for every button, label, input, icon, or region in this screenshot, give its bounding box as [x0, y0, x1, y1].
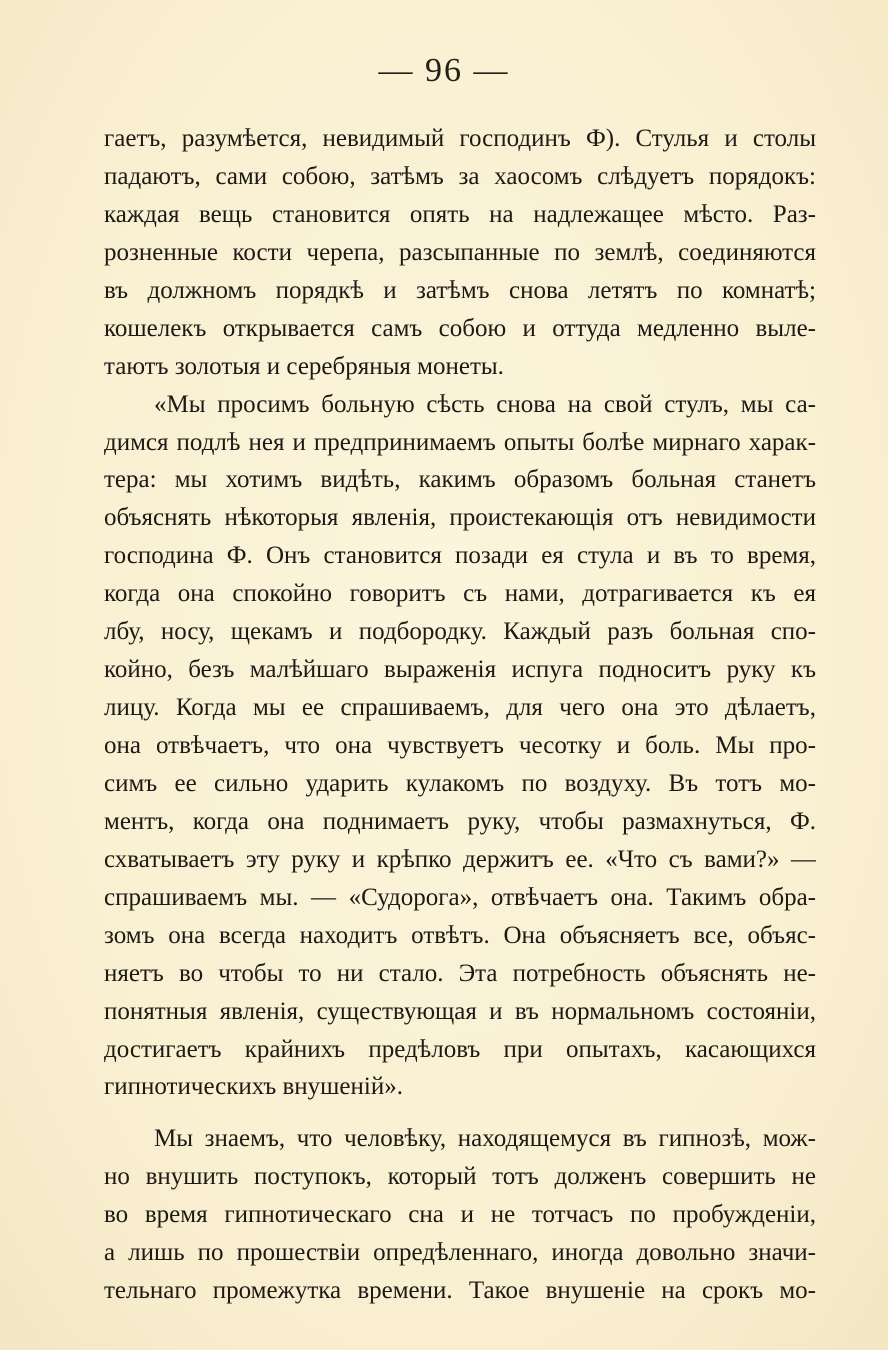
- text-line: «Мы просимъ больную сѣсть снова на свой стулъ, мы са-: [154, 390, 816, 418]
- text-line: зомъ она всегда находитъ отвѣтъ. Она объясняетъ все, объяс-: [104, 921, 816, 949]
- paragraph-1: [104, 120, 816, 386]
- text-line: она отвѣчаетъ, что она чувствуетъ чесотку и боль. Мы про-: [104, 732, 816, 759]
- text-line: схватываетъ эту руку и крѣпко держитъ ее. «Что съ вами?» —: [104, 845, 816, 873]
- text-line: но внушить поступокъ, который тотъ долженъ совершить не: [104, 1163, 816, 1191]
- text-line: во время гипнотическаго сна и не тотчасъ по пробужденіи,: [104, 1201, 816, 1229]
- paragraph-2: [104, 386, 816, 1107]
- page-number: — 96 —: [378, 52, 510, 89]
- text-line: каждая вещь становится опять на надлежащее мѣсто. Раз-: [104, 200, 816, 228]
- text-line: тельнаго промежутка времени. Такое внушеніе на срокъ мо-: [104, 1277, 816, 1305]
- text-line: падаютъ, сами собою, затѣмъ за хаосомъ слѣдуетъ порядокъ:: [104, 162, 816, 190]
- text-line: таютъ золотыя и серебряныя монеты.: [104, 352, 504, 380]
- text-line: гаетъ, разумѣется, невидимый господинъ Ф). Стулья и столы: [104, 125, 816, 152]
- text-line: койно, безъ малѣйшаго выраженія испуга подноситъ руку къ: [104, 656, 816, 684]
- body-text: [104, 120, 816, 1310]
- text-line: симъ ее сильно ударить кулакомъ по воздуху. Въ тотъ мо-: [104, 769, 816, 797]
- text-line: лицу. Когда мы ее спрашиваемъ, для чего она это дѣлаетъ,: [104, 694, 816, 722]
- paragraph-3: [104, 1120, 816, 1310]
- text-line: въ должномъ порядкѣ и затѣмъ снова летятъ по комнатѣ;: [104, 276, 816, 304]
- text-line: достигаетъ крайнихъ предѣловъ при опытахъ, касающихся: [104, 1035, 816, 1063]
- text-line: объяснять нѣкоторыя явленія, проистекающія отъ невидимости: [104, 504, 816, 532]
- paragraph-gap: [104, 1106, 816, 1120]
- text-line: димся подлѣ нея и предпринимаемъ опыты болѣе мирнаго харак-: [104, 428, 816, 456]
- text-line: спрашиваемъ мы. — «Судорога», отвѣчаетъ она. Такимъ обра-: [104, 883, 816, 911]
- text-line: а лишь по прошествіи опредѣленнаго, иногда довольно значи-: [104, 1239, 816, 1267]
- text-line: гипнотическихъ внушеній».: [104, 1073, 403, 1101]
- text-line: понятныя явленія, существующая и въ нормальномъ состояніи,: [104, 997, 816, 1025]
- text-line: ментъ, когда она поднимаетъ руку, чтобы размахнуться, Ф.: [104, 807, 816, 835]
- text-line: кошелекъ открывается самъ собою и оттуда медленно выле-: [104, 314, 816, 342]
- text-line: когда она спокойно говоритъ съ нами, дотрагивается къ ея: [104, 580, 816, 608]
- text-line: тера: мы хотимъ видѣть, какимъ образомъ больная станетъ: [104, 466, 816, 494]
- text-line: няетъ во чтобы то ни стало. Эта потребность объяснять не-: [104, 959, 816, 987]
- text-line: господина Ф. Онъ становится позади ея стула и въ то время,: [104, 542, 816, 570]
- text-line: розненные кости черепа, разсыпанные по землѣ, соединяются: [104, 238, 816, 266]
- text-line: Мы знаемъ, что человѣку, находящемуся въ гипнозѣ, мож-: [154, 1125, 816, 1153]
- text-line: лбу, носу, щекамъ и подбородку. Каждый разъ больная спо-: [104, 618, 816, 646]
